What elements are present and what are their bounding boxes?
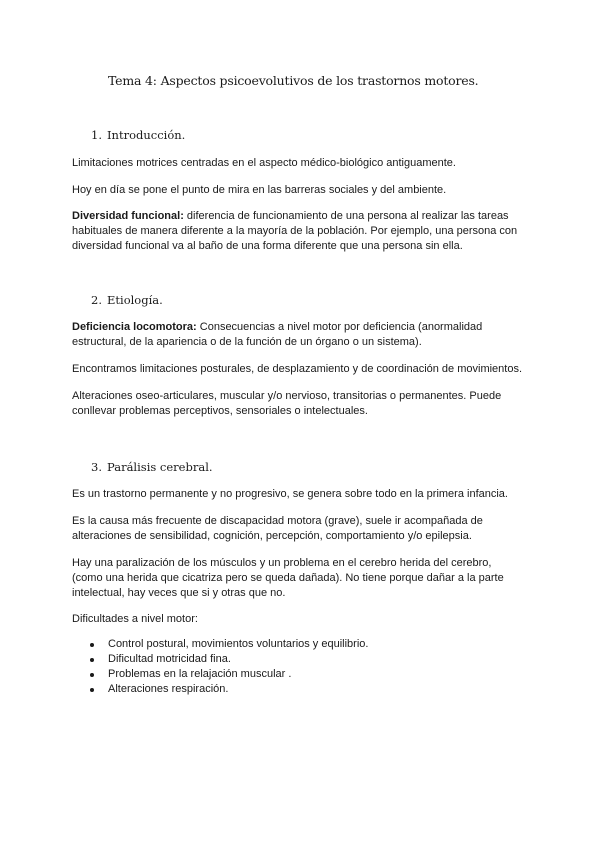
list-item (72, 667, 368, 682)
bullet-icon (90, 658, 94, 662)
paragraph: Limitaciones motrices centradas en el aspecto médico-biológico antiguamente. (72, 157, 456, 169)
text-line: Alteraciones oseo-articulares, muscular y/o nervioso, transitorias o permanentes. Puede (72, 390, 502, 402)
section-heading-etiologia (91, 293, 163, 307)
text-line: (como una herida que cicatriza pero se queda dañada). No tiene porque dañar a la parte (72, 572, 504, 584)
bold-term: Deficiencia locomotora: (72, 321, 197, 333)
list-item-text: Alteraciones respiración. (108, 683, 229, 695)
list-item (72, 652, 368, 667)
list-item-text: Dificultad motricidad fina. (108, 653, 231, 665)
bullet-icon (90, 643, 94, 647)
paragraph: Encontramos limitaciones posturales, de desplazamiento y de coordinación de movimientos. (72, 363, 523, 375)
text-line: Consecuencias a nivel motor por deficiencia (anormalidad (196, 321, 483, 333)
list-item (72, 637, 368, 652)
paragraph (72, 389, 532, 419)
section-number: 1. (91, 128, 102, 142)
text-line: alteraciones de sensibilidad, cognición, percepción, comportamiento y/o epilepsia. (72, 530, 472, 542)
text-line: diversidad funcional va al baño de una forma diferente que una persona sin ella. (72, 240, 463, 252)
section-title: Introducción. (107, 128, 186, 142)
paragraph-deficiencia-locomotora (72, 320, 532, 350)
text-line: estructural, de la apariencia o de la función de un órgano o un sistema). (72, 336, 422, 348)
document-title: Tema 4: Aspectos psicoevolutivos de los trastornos motores. (108, 73, 479, 88)
section-number: 2. (91, 293, 102, 307)
section-heading-introduccion (91, 128, 185, 142)
bullet-list (72, 637, 368, 697)
list-item (72, 682, 368, 697)
text-line: intelectual, hay veces que si y otras que no. (72, 587, 286, 599)
paragraph: Hoy en día se pone el punto de mira en las barreras sociales y del ambiente. (72, 184, 447, 196)
text-line: Hay una paralización de los músculos y un problema en el cerebro herida del cerebro, (72, 557, 492, 569)
text-line: habituales de manera diferente a la mayoría de la población. Por ejemplo, una persona con (72, 225, 518, 237)
paragraph (72, 514, 532, 544)
text-line: conllevar problemas perceptivos, sensoriales o intelectuales. (72, 405, 368, 417)
bullet-icon (90, 688, 94, 692)
section-heading-paralisis-cerebral (91, 460, 213, 474)
text-line: diferencia de funcionamiento de una persona al realizar las tareas (183, 210, 509, 222)
section-number: 3. (91, 460, 102, 474)
section-title: Etiología. (107, 293, 163, 307)
text-line: Es la causa más frecuente de discapacidad motora (grave), suele ir acompañada de (72, 515, 483, 527)
list-item-text: Control postural, movimientos voluntarios y equilibrio. (108, 638, 369, 650)
paragraph (72, 556, 532, 601)
section-title: Parálisis cerebral. (107, 460, 213, 474)
paragraph-diversidad-funcional (72, 209, 532, 254)
bullet-icon (90, 673, 94, 677)
list-item-text: Problemas en la relajación muscular . (108, 668, 292, 680)
paragraph: Dificultades a nivel motor: (72, 613, 198, 625)
bold-term: Diversidad funcional: (72, 210, 184, 222)
paragraph: Es un trastorno permanente y no progresivo, se genera sobre todo en la primera infancia. (72, 488, 508, 500)
